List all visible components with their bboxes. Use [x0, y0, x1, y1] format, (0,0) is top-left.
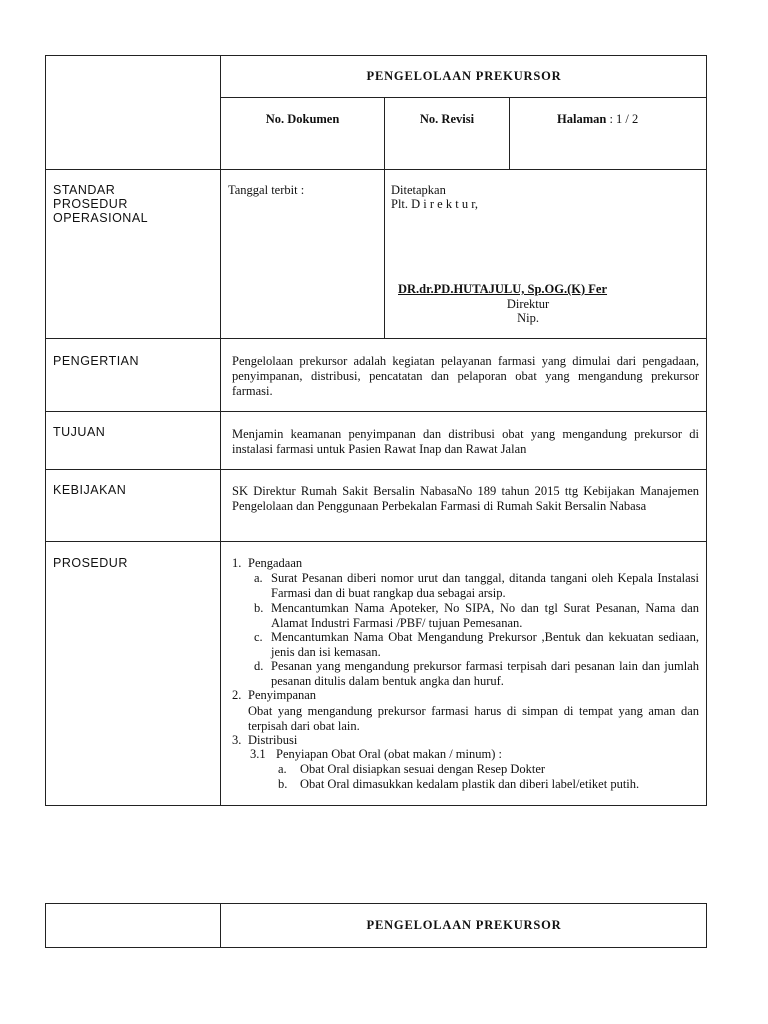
ditetapkan-label: Ditetapkan [391, 183, 446, 197]
sop-label-line1: STANDAR [53, 183, 116, 197]
list-item-text: Pesanan yang mengandung prekursor farmasi terpisah dari pesanan lain dan jumlah pesanan ditulis dalam bentuk angka dan huruf. [271, 659, 699, 688]
list-num: b. [278, 777, 288, 791]
header-col-divider-2 [509, 97, 510, 169]
halaman-label: Halaman [557, 112, 607, 126]
list-num: 2. [232, 688, 242, 702]
sop-label-line3: OPERASIONAL [53, 211, 149, 225]
list-num: b. [254, 601, 264, 615]
sop-col-divider [384, 169, 385, 338]
sop-label-line2: PROSEDUR [53, 197, 128, 211]
plt-direktur-label: Plt. D i r e k t u r, [391, 197, 478, 211]
subsection-title: Penyiapan Obat Oral (obat makan / minum) : [276, 747, 502, 761]
pengertian-text: Pengelolaan prekursor adalah kegiatan pelayanan farmasi yang dimulai dari pengadaan, penyimpanan, distribusi, pencatatan dan pelaporan obat yang mengandung prekursor farmasi. [232, 354, 699, 398]
section-title-pengadaan: Pengadaan [248, 556, 303, 570]
header-divider [220, 97, 707, 98]
signer-name: DR.dr.PD.HUTAJULU, Sp.OG.(K) Fer [398, 282, 608, 296]
list-item-text: Obat Oral dimasukkan kedalam plastik dan diberi label/etiket putih. [300, 777, 640, 791]
section-title-penyimpanan: Penyimpanan [248, 688, 317, 702]
list-item-text: Obat Oral disiapkan sesuai dengan Resep Dokter [300, 762, 546, 776]
tujuan-text: Menjamin keamanan penyimpanan dan distribusi obat yang mengandung prekursor di instalasi farmasi untuk Pasien Rawat Inap dan Rawat Jalan [232, 427, 699, 456]
list-num: d. [254, 659, 264, 673]
tujuan-label: TUJUAN [53, 425, 106, 439]
prosedur-label: PROSEDUR [53, 556, 128, 570]
halaman-field [557, 112, 638, 127]
list-num: 3.1 [250, 747, 266, 761]
section-title-distribusi: Distribusi [248, 733, 298, 747]
no-dokumen-label: No. Dokumen [265, 112, 340, 126]
penyimpanan-text: Obat yang mengandung prekursor farmasi harus di simpan di tempat yang aman dan terpisah dari obat lain. [248, 704, 699, 733]
kebijakan-text: SK Direktur Rumah Sakit Bersalin NabasaNo 189 tahun 2015 ttg Kebijakan Manajemen Pengelolaan dan Penggunaan Perbekalan Farmasi di Rumah Sakit Bersalin Nabasa [232, 484, 699, 513]
label-column-divider [220, 55, 221, 806]
nip-label: Nip. [517, 311, 539, 325]
list-item-text: Mencantumkan Nama Obat Mengandung Prekursor ,Bentuk dan kekuatan sediaan, jenis dan isi kemasan. [271, 630, 699, 659]
halaman-value: : 1 / 2 [609, 112, 639, 126]
row-separator-tujuan [45, 469, 707, 470]
row-separator-pengertian [45, 411, 707, 412]
header-col-divider-1 [384, 97, 385, 169]
header-bottom-line [45, 169, 707, 170]
tanggal-terbit-label: Tanggal terbit : [228, 183, 305, 197]
kebijakan-label: KEBIJAKAN [53, 483, 127, 497]
list-num: 1. [232, 556, 242, 570]
list-item-text: Mencantumkan Nama Apoteker, No SIPA, No dan tgl Surat Pesanan, Nama dan Alamat Industri Farmasi /PBF/ tujuan Pemesanan. [271, 601, 699, 630]
list-num: a. [254, 571, 263, 585]
row-separator-kebijakan [45, 541, 707, 542]
row-separator-sop [45, 338, 707, 339]
list-num: 3. [232, 733, 242, 747]
page2-title: PENGELOLAAN PREKURSOR [366, 918, 562, 932]
signer-title: Direktur [506, 297, 550, 311]
pengertian-label: PENGERTIAN [53, 354, 140, 368]
list-item-text: Surat Pesanan diberi nomor urut dan tanggal, ditanda tangani oleh Kepala Instalasi Farmasi dan di buat rangkap dua sebagai arsip. [271, 571, 699, 600]
no-revisi-label: No. Revisi [419, 112, 475, 126]
list-num: a. [278, 762, 287, 776]
list-num: c. [254, 630, 263, 644]
document-title: PENGELOLAAN PREKURSOR [366, 69, 562, 83]
